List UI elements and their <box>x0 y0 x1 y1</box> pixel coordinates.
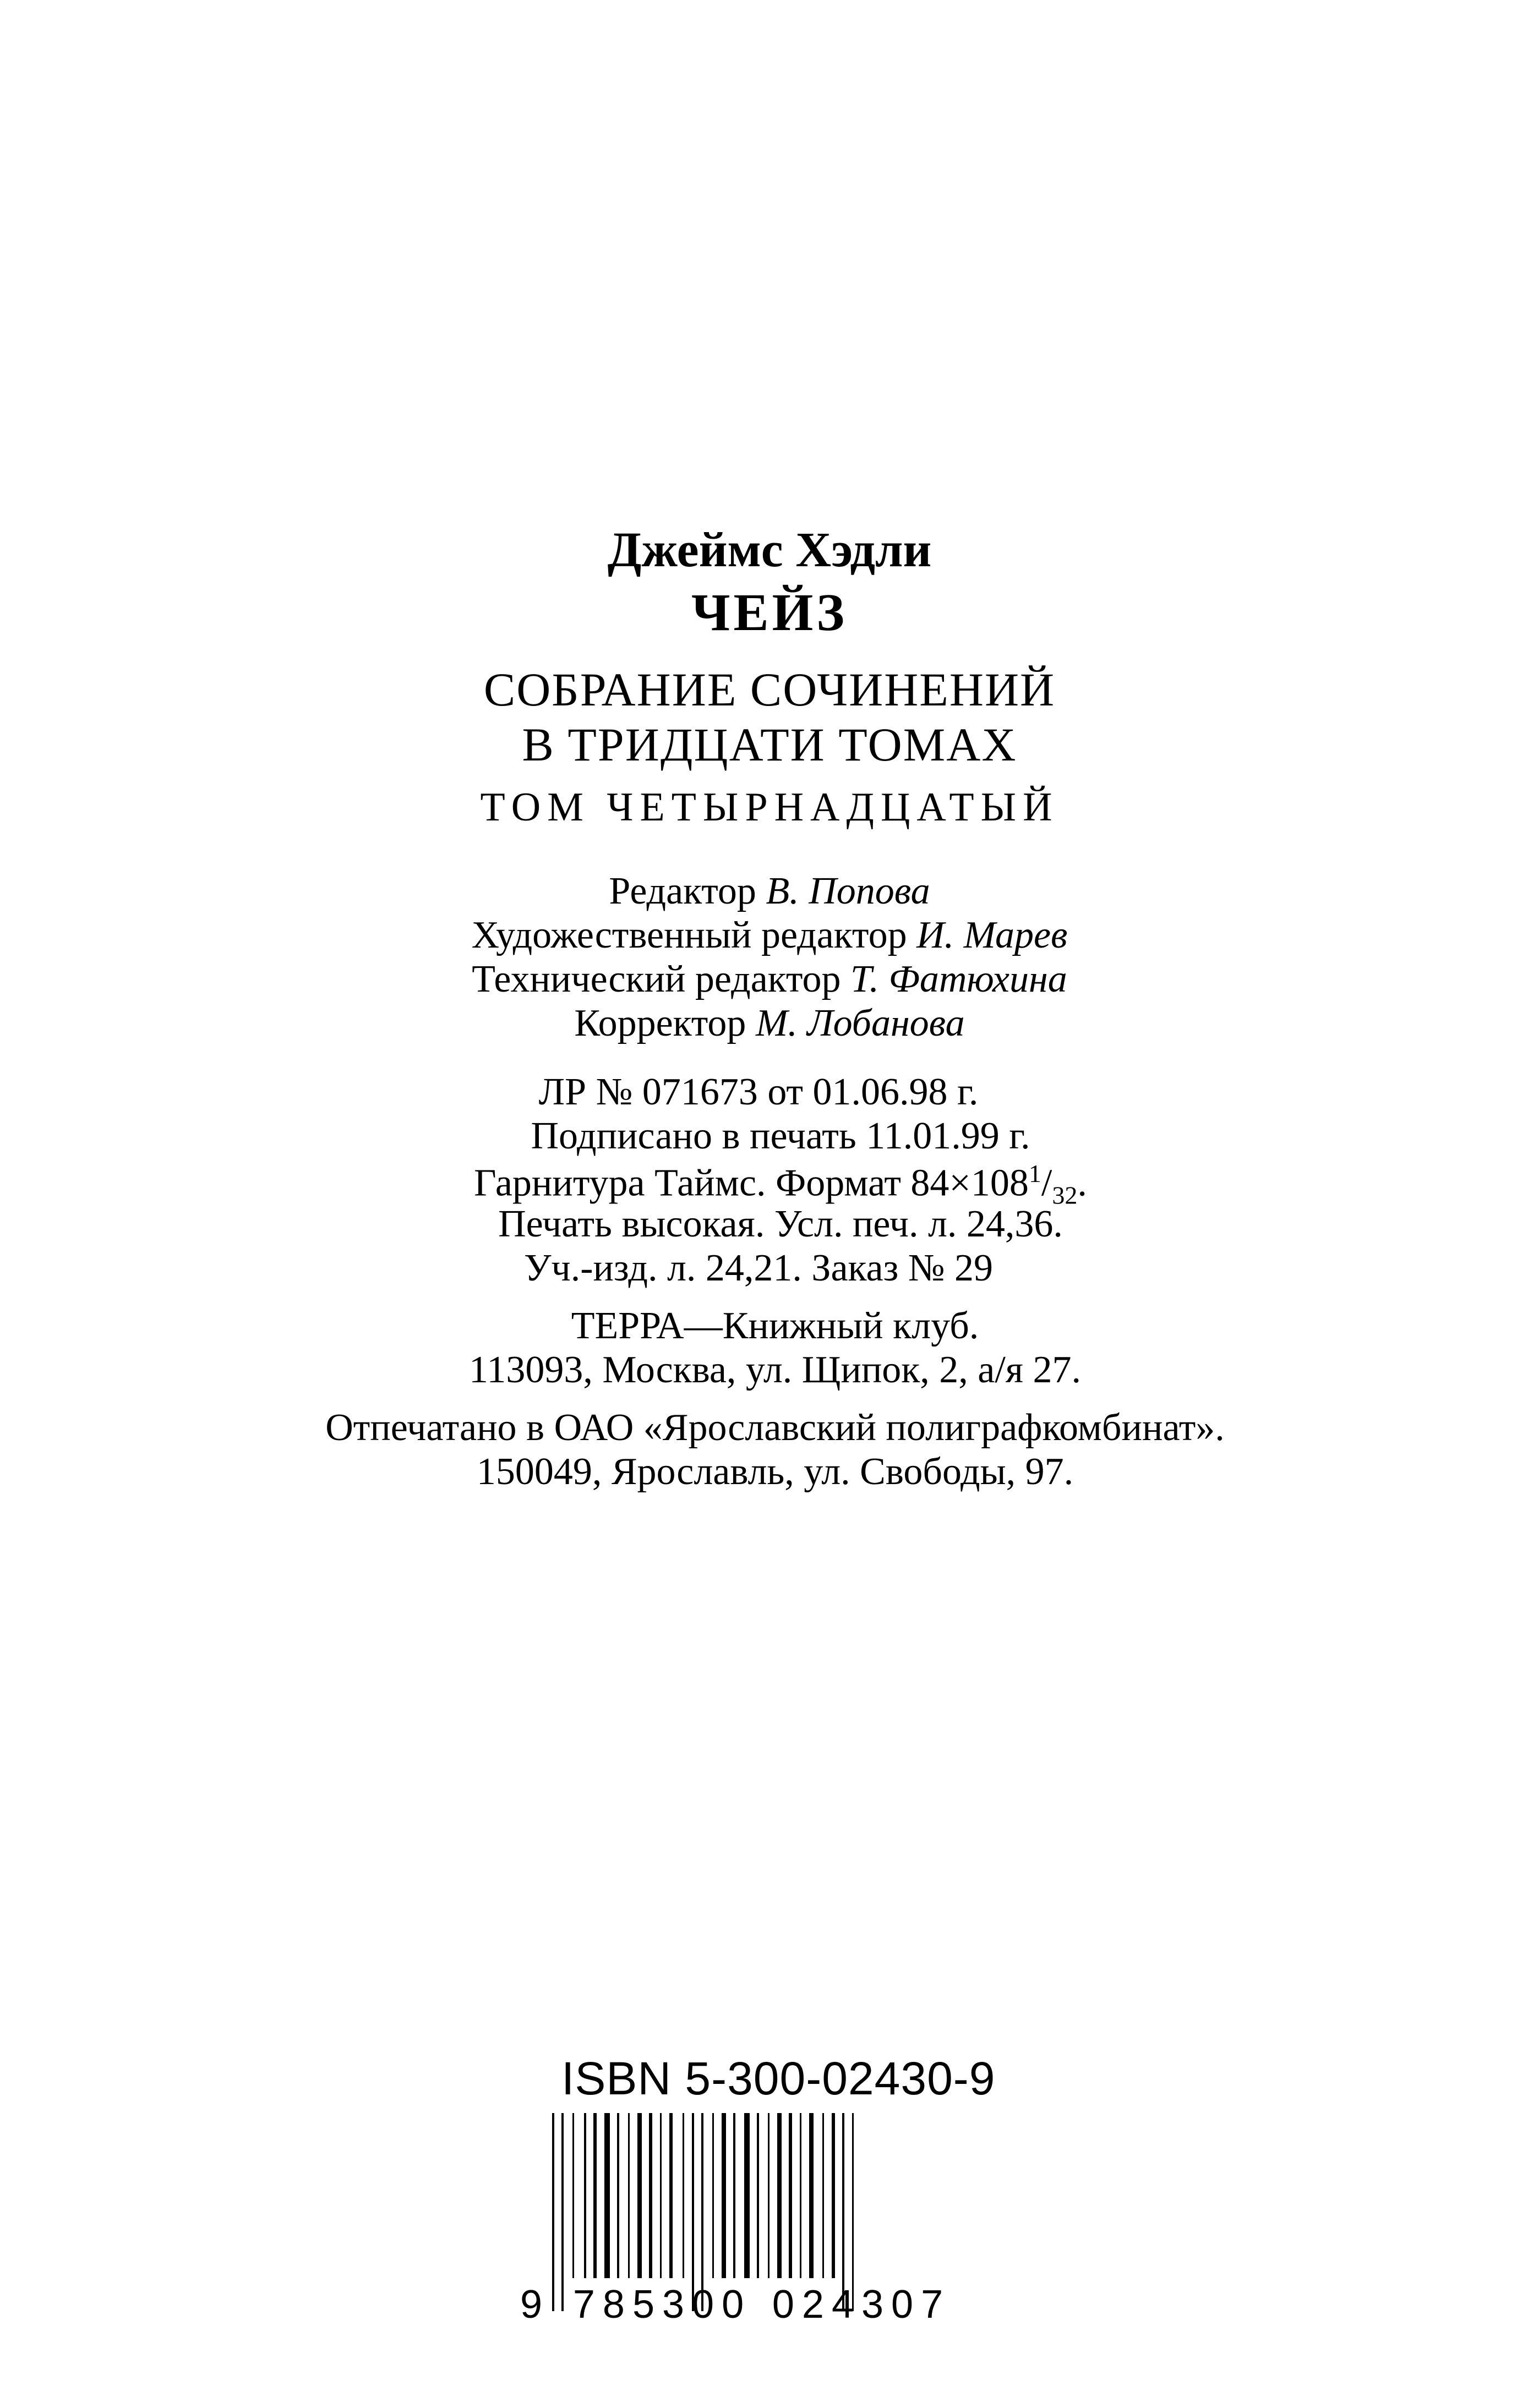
credit-role: Редактор <box>609 870 756 912</box>
barcode-right-group: 024307 <box>772 2283 951 2322</box>
barcode-bar <box>628 2113 630 2278</box>
printer-line: Отпечатано в ОАО «Ярославский полиграфкомбинат». <box>325 1407 1225 1449</box>
barcode-bar <box>572 2113 574 2278</box>
publisher-line: ТЕРРА—Книжный клуб. <box>571 1305 979 1347</box>
barcode-bar <box>777 2113 782 2278</box>
barcode-left-group: 785300 <box>572 2283 752 2322</box>
author-first-names: Джеймс Хэдли <box>607 523 932 577</box>
signed-to-print-line: Подписано в печать 11.01.99 г. <box>531 1115 1030 1157</box>
barcode-first-digit: 9 <box>520 2283 543 2322</box>
format-line <box>11 1161 1539 1208</box>
barcode-bar <box>593 2113 597 2278</box>
credit-name: М. Лобанова <box>755 1002 965 1044</box>
credit-technical-editor <box>0 960 1539 999</box>
barcode-bar <box>842 2113 844 2311</box>
credit-editor <box>0 872 1539 911</box>
barcode-bar <box>552 2113 554 2311</box>
barcode-bar <box>637 2113 642 2278</box>
volume-title: ТОМ ЧЕТЫРНАДЦАТЫЙ <box>480 785 1059 830</box>
barcode-bar <box>800 2113 801 2278</box>
barcode-bar <box>722 2113 726 2278</box>
barcode-bar <box>712 2113 714 2278</box>
printer-address-line: 150049, Ярославль, ул. Свободы, 97. <box>476 1451 1074 1493</box>
isbn-barcode <box>520 2113 994 2322</box>
format-fraction-numerator: 1 <box>1028 1159 1041 1187</box>
barcode-bar <box>584 2113 586 2278</box>
barcode-bar <box>852 2113 854 2311</box>
barcode-bar <box>692 2113 694 2311</box>
barcode-bars <box>552 2113 854 2311</box>
barcode-bar <box>617 2113 619 2278</box>
barcode-bar <box>669 2113 673 2278</box>
barcode-bar <box>683 2113 684 2278</box>
isbn-label: ISBN 5-300-02430-9 <box>561 2053 996 2104</box>
credit-art-editor <box>0 916 1539 955</box>
barcode-bar <box>701 2113 703 2311</box>
barcode-bar <box>789 2113 792 2278</box>
barcode-bar <box>832 2113 835 2278</box>
credit-proofreader <box>0 1004 1539 1043</box>
format-fraction-slash: / <box>1041 1162 1052 1205</box>
license-line: ЛР № 071673 от 01.06.98 г. <box>538 1071 979 1113</box>
barcode-bar <box>822 2113 824 2278</box>
order-line: Уч.-изд. л. 24,21. Заказ № 29 <box>523 1247 994 1289</box>
barcode-bar <box>561 2113 564 2311</box>
format-end: . <box>1077 1162 1087 1205</box>
barcode-bar <box>768 2113 770 2278</box>
publisher-address-line: 113093, Москва, ул. Щипок, 2, а/я 27. <box>468 1349 1082 1391</box>
credit-name: В. Попова <box>766 870 930 912</box>
series-title-line-1: СОБРАНИЕ СОЧИНЕНИЙ <box>483 663 1056 716</box>
barcode-bar <box>604 2113 610 2278</box>
format-text: Гарнитура Таймс. Формат 84×108 <box>474 1162 1029 1205</box>
credit-role: Корректор <box>574 1002 746 1044</box>
barcode-bar <box>649 2113 652 2278</box>
barcode-bar <box>809 2113 814 2278</box>
format-fraction-denominator: 32 <box>1052 1181 1078 1210</box>
credit-name: И. Марев <box>916 914 1068 956</box>
barcode-bar <box>757 2113 759 2278</box>
credit-role: Технический редактор <box>472 958 841 1000</box>
barcode-bar <box>744 2113 750 2278</box>
barcode-bar <box>733 2113 735 2278</box>
barcode-bar <box>660 2113 662 2278</box>
print-sheets-line: Печать высокая. Усл. печ. л. 24,36. <box>498 1203 1063 1245</box>
credit-name: Т. Фатюхина <box>850 958 1067 1000</box>
credit-role: Художественный редактор <box>471 914 907 956</box>
series-title-line-2: В ТРИДЦАТИ ТОМАХ <box>522 718 1017 771</box>
author-surname: ЧЕЙЗ <box>691 583 848 642</box>
